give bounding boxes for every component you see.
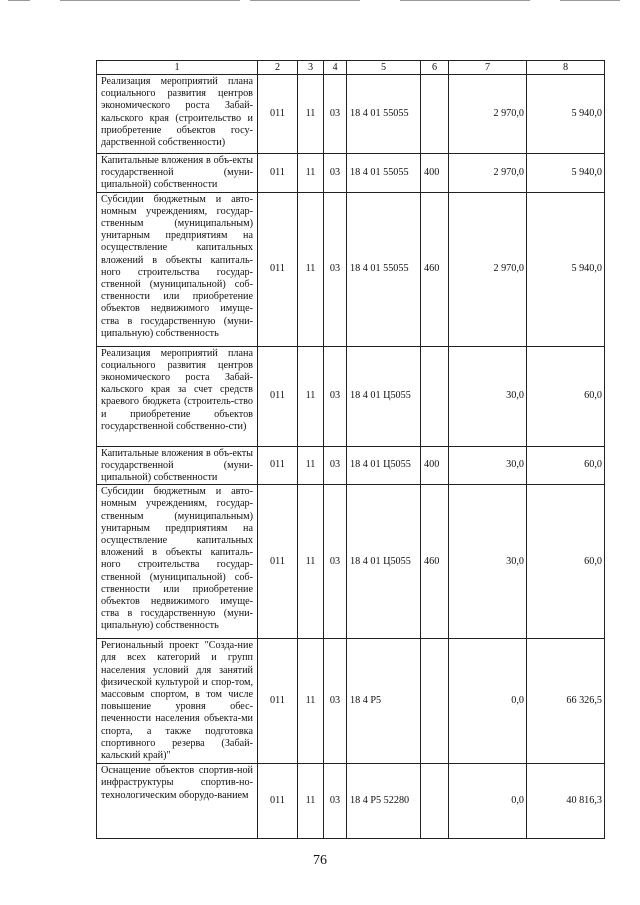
amount-col8: 60,0 xyxy=(527,446,605,485)
row-name: Оснащение объектов спортив-ной инфраструктуры спортив-но-технологическим оборудо-ванием xyxy=(97,764,258,839)
header-cell: 4 xyxy=(324,61,347,75)
row-name: Реализация мероприятий плана социального развития центров экономического роста Забай-кальского края (строительство и приобретение объектов госу-дарственной собственности) xyxy=(97,75,258,154)
table-row xyxy=(97,446,605,485)
amount-col8: 40 816,3 xyxy=(527,764,605,839)
ministry-code: 011 xyxy=(258,764,298,839)
table-row xyxy=(97,154,605,193)
scan-edge-mark xyxy=(400,0,530,1)
target-article: 18 4 01 55055 xyxy=(347,154,421,193)
ministry-code: 011 xyxy=(258,346,298,446)
subsection-code: 03 xyxy=(324,75,347,154)
ministry-code: 011 xyxy=(258,485,298,639)
row-name: Капитальные вложения в объ-екты государственной (муни-ципальной) собственности xyxy=(97,154,258,193)
expense-type: 460 xyxy=(421,192,449,346)
amount-col8: 5 940,0 xyxy=(527,192,605,346)
subsection-code: 03 xyxy=(324,764,347,839)
section-code: 11 xyxy=(298,154,324,193)
amount-col8: 60,0 xyxy=(527,485,605,639)
expense-type xyxy=(421,75,449,154)
amount-col8: 60,0 xyxy=(527,346,605,446)
scan-edge-mark xyxy=(60,0,240,1)
table-row xyxy=(97,75,605,154)
ministry-code: 011 xyxy=(258,639,298,764)
amount-col8: 66 326,5 xyxy=(527,639,605,764)
row-name: Капитальные вложения в объ-екты государственной (муни-ципальной) собственности xyxy=(97,446,258,485)
amount-col7: 2 970,0 xyxy=(449,75,527,154)
amount-col7: 30,0 xyxy=(449,485,527,639)
table-header-row xyxy=(97,61,605,75)
subsection-code: 03 xyxy=(324,485,347,639)
subsection-code: 03 xyxy=(324,192,347,346)
target-article: 18 4 P5 xyxy=(347,639,421,764)
amount-col7: 0,0 xyxy=(449,639,527,764)
ministry-code: 011 xyxy=(258,192,298,346)
target-article: 18 4 P5 52280 xyxy=(347,764,421,839)
row-name: Субсидии бюджетным и авто-номным учреждениям, государ-ственным (муниципальным) унитарным предприятиям на осуществление капитальных вложений в объекты капиталь-ного строительства государ-ственной (муниципальной) соб-ственности или приобретение объектов недвижимого имуще-ства в государственную (муни-ципальную) собственность xyxy=(97,192,258,346)
row-name: Субсидии бюджетным и авто-номным учреждениям, государ-ственным (муниципальным) унитарным предприятиям на осуществление капитальных вложений в объекты капиталь-ного строительства государ-ственной (муниципальной) соб-ственности или приобретение объектов недвижимого имуще-ства в государственную (муни-ципальную) собственность xyxy=(97,485,258,639)
expense-type: 400 xyxy=(421,154,449,193)
row-name: Реализация мероприятий плана социального развития центров экономического роста Забай-кальского края за счет средств краевого бюджета (строитель-ство и приобретение объектов государственной собственно-сти) xyxy=(97,346,258,446)
expense-type xyxy=(421,764,449,839)
budget-table xyxy=(96,60,605,839)
target-article: 18 4 01 Ц5055 xyxy=(347,346,421,446)
amount-col8: 5 940,0 xyxy=(527,75,605,154)
section-code: 11 xyxy=(298,639,324,764)
subsection-code: 03 xyxy=(324,446,347,485)
expense-type: 460 xyxy=(421,485,449,639)
table-row xyxy=(97,639,605,764)
amount-col7: 0,0 xyxy=(449,764,527,839)
amount-col8: 5 940,0 xyxy=(527,154,605,193)
header-cell: 1 xyxy=(97,61,258,75)
section-code: 11 xyxy=(298,192,324,346)
expense-type xyxy=(421,639,449,764)
amount-col7: 2 970,0 xyxy=(449,154,527,193)
table-row xyxy=(97,192,605,346)
page-number: 76 xyxy=(313,853,327,868)
subsection-code: 03 xyxy=(324,639,347,764)
target-article: 18 4 01 Ц5055 xyxy=(347,446,421,485)
section-code: 11 xyxy=(298,764,324,839)
target-article: 18 4 01 55055 xyxy=(347,75,421,154)
target-article: 18 4 01 55055 xyxy=(347,192,421,346)
table-row xyxy=(97,764,605,839)
header-cell: 8 xyxy=(527,61,605,75)
ministry-code: 011 xyxy=(258,446,298,485)
section-code: 11 xyxy=(298,446,324,485)
table-row xyxy=(97,485,605,639)
expense-type xyxy=(421,346,449,446)
amount-col7: 2 970,0 xyxy=(449,192,527,346)
section-code: 11 xyxy=(298,485,324,639)
row-name: Региональный проект "Созда-ние для всех категорий и групп населения условий для занятий физической культурой и спор-том, массовым спортом, в том числе повышение уровня обес-печенности населения объекта-ми спорта, а также подготовка спортивного резерва (Забай-кальский край)" xyxy=(97,639,258,764)
header-cell: 3 xyxy=(298,61,324,75)
ministry-code: 011 xyxy=(258,154,298,193)
target-article: 18 4 01 Ц5055 xyxy=(347,485,421,639)
amount-col7: 30,0 xyxy=(449,346,527,446)
ministry-code: 011 xyxy=(258,75,298,154)
header-cell: 7 xyxy=(449,61,527,75)
subsection-code: 03 xyxy=(324,346,347,446)
header-cell: 2 xyxy=(258,61,298,75)
scan-edge-mark xyxy=(8,0,30,1)
section-code: 11 xyxy=(298,346,324,446)
expense-type: 400 xyxy=(421,446,449,485)
table-row xyxy=(97,346,605,446)
header-cell: 6 xyxy=(421,61,449,75)
subsection-code: 03 xyxy=(324,154,347,193)
scan-edge-mark xyxy=(560,0,620,1)
section-code: 11 xyxy=(298,75,324,154)
amount-col7: 30,0 xyxy=(449,446,527,485)
header-cell: 5 xyxy=(347,61,421,75)
scan-edge-mark xyxy=(250,0,360,1)
